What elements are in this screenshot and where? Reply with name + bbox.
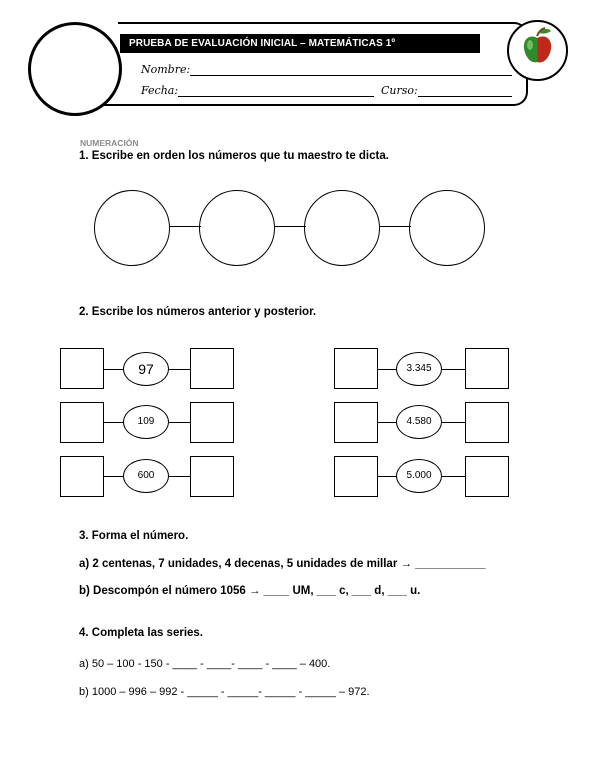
next-box[interactable]: [190, 456, 234, 497]
previous-box[interactable]: [334, 402, 378, 443]
question-4-title: 4. Completa las series.: [79, 627, 204, 639]
answer-circle[interactable]: [94, 190, 170, 266]
number-oval: 5.000: [396, 459, 442, 493]
number-oval: 97: [123, 352, 169, 386]
connector: [379, 226, 411, 227]
number-oval: 4.580: [396, 405, 442, 439]
question-3-title: 3. Forma el número.: [79, 530, 189, 542]
next-box[interactable]: [465, 402, 509, 443]
curso-field[interactable]: [418, 96, 512, 97]
answer-circle[interactable]: [199, 190, 275, 266]
next-box[interactable]: [465, 348, 509, 389]
number-oval: 600: [123, 459, 169, 493]
next-box[interactable]: [465, 456, 509, 497]
answer-circle[interactable]: [409, 190, 485, 266]
connector: [274, 226, 306, 227]
section-label: NUMERACIÓN: [80, 138, 139, 148]
question-3a: a) 2 centenas, 7 unidades, 4 decenas, 5 unidades de millar → ___________: [79, 558, 486, 570]
nombre-label: Nombre:: [141, 63, 191, 76]
question-1-title: 1. Escribe en orden los números que tu maestro te dicta.: [79, 150, 389, 162]
connector: [169, 226, 201, 227]
question-2-title: 2. Escribe los números anterior y posterior.: [79, 306, 317, 318]
question-3b: b) Descompón el número 1056 → ____ UM, ___ c, ___ d, ___ u.: [79, 585, 421, 597]
previous-box[interactable]: [60, 348, 104, 389]
next-box[interactable]: [190, 402, 234, 443]
previous-box[interactable]: [334, 456, 378, 497]
answer-circle[interactable]: [304, 190, 380, 266]
previous-box[interactable]: [60, 456, 104, 497]
fecha-field[interactable]: [178, 96, 374, 97]
series-a: a) 50 – 100 - 150 - ____ - ____- ____ - ____ – 400.: [79, 658, 331, 670]
series-b: b) 1000 – 996 – 992 - _____ - _____- _____ - _____ – 972.: [79, 686, 370, 698]
apple-icon: [509, 22, 566, 79]
previous-box[interactable]: [60, 402, 104, 443]
header-circle: [28, 22, 122, 116]
curso-label: Curso:: [381, 84, 418, 97]
fecha-label: Fecha:: [141, 84, 179, 97]
nombre-field[interactable]: [190, 75, 512, 76]
previous-box[interactable]: [334, 348, 378, 389]
page-title: PRUEBA DE EVALUACIÓN INICIAL – MATEMÁTICAS 1º: [120, 34, 480, 53]
number-oval: 3.345: [396, 352, 442, 386]
number-oval: 109: [123, 405, 169, 439]
next-box[interactable]: [190, 348, 234, 389]
apple-badge: [507, 20, 568, 81]
